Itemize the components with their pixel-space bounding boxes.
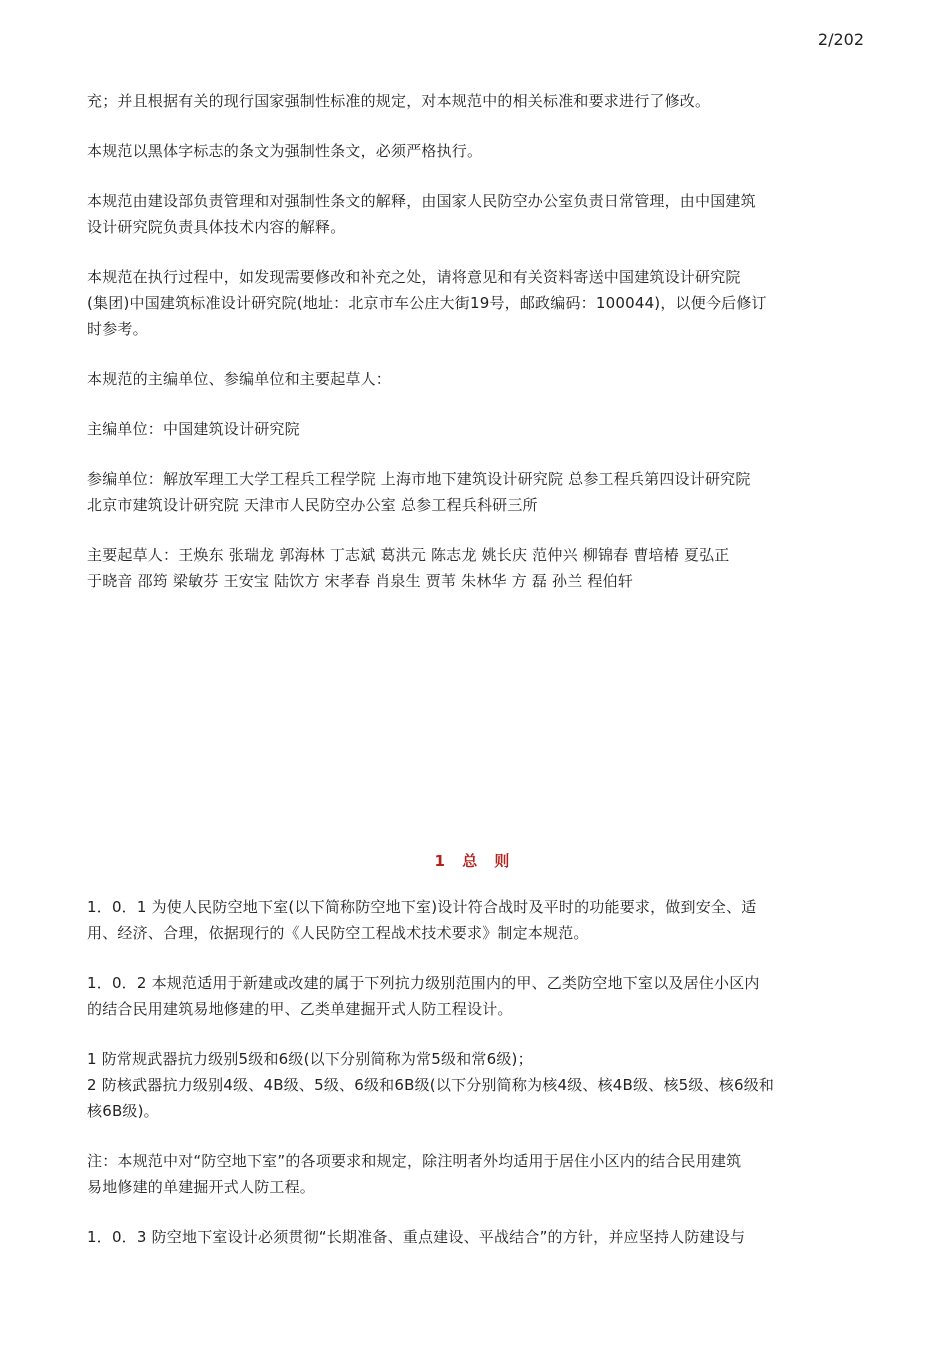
note: 注：本规范中对“防空地下室”的各项要求和规定，除注明者外均适用于居住小区内的结合民用建筑 易地修建的单建掘开式人防工程。 (87, 1152, 742, 1196)
paragraph: 本规范以黑体字标志的条文为强制性条文，必须严格执行。 (87, 142, 483, 160)
clause-1-0-3: 1．0．3 防空地下室设计必须贯彻“长期准备、重点建设、平战结合”的方针，并应坚持人防建设与 (87, 1228, 746, 1246)
list-item: 1 防常规武器抗力级别5级和6级(以下分别简称为常5级和常6级)； (87, 1050, 533, 1068)
participating-units: 参编单位：解放军理工大学工程兵工程学院 上海市地下建筑设计研究院 总参工程兵第四设计研究院 北京市建筑设计研究院 天津市人民防空办公室 总参工程兵科研三所 (87, 470, 751, 514)
clause-1-0-1: 1．0．1 为使人民防空地下室(以下简称防空地下室)设计符合战时及平时的功能要求，做到安全、适 用、经济、合理，依据现行的《人民防空工程战术技术要求》制定本规范。 (87, 898, 757, 942)
section-heading: 1 总 则 (434, 852, 516, 870)
clause-1-0-2: 1．0．2 本规范适用于新建或改建的属于下列抗力级别范围内的甲、乙类防空地下室以及居住小区内 的结合民用建筑易地修建的甲、乙类单建掘开式人防工程设计。 (87, 974, 760, 1018)
intro-section (87, 88, 863, 594)
main-drafters: 主要起草人：王焕东 张瑞龙 郭海林 丁志斌 葛洪元 陈志龙 姚长庆 范仲兴 柳锦春 曹培椿 夏弘正 于晓音 邵筠 梁敏芬 王安宝 陆饮方 宋孝春 肖泉生 贾苇 朱林华 方 磊 孙兰 程伯轩 (87, 546, 730, 590)
paragraph: 充；并且根据有关的现行国家强制性标准的规定，对本规范中的相关标准和要求进行了修改。 (87, 92, 711, 110)
list-item: 2 防核武器抗力级别4级、4B级、5级、6级和6B级(以下分别简称为核4级、核4B级、核5级、核6级和 核6B级)。 (87, 1076, 775, 1120)
paragraph: 本规范的主编单位、参编单位和主要起草人： (87, 370, 392, 388)
paragraph: 本规范由建设部负责管理和对强制性条文的解释，由国家人民防空办公室负责日常管理，由中国建筑 设计研究院负责具体技术内容的解释。 (87, 192, 756, 236)
general-provisions-section (87, 894, 863, 1250)
paragraph: 本规范在执行过程中，如发现需要修改和补充之处，请将意见和有关资料寄送中国建筑设计研究院 (集团)中国建筑标准设计研究院(地址：北京市车公庄大街19号，邮政编码：100044)，以便今后修订 时参考。 (87, 268, 767, 338)
chief-editor-unit: 主编单位：中国建筑设计研究院 (87, 420, 300, 438)
page-number: 2/202 (817, 30, 864, 49)
